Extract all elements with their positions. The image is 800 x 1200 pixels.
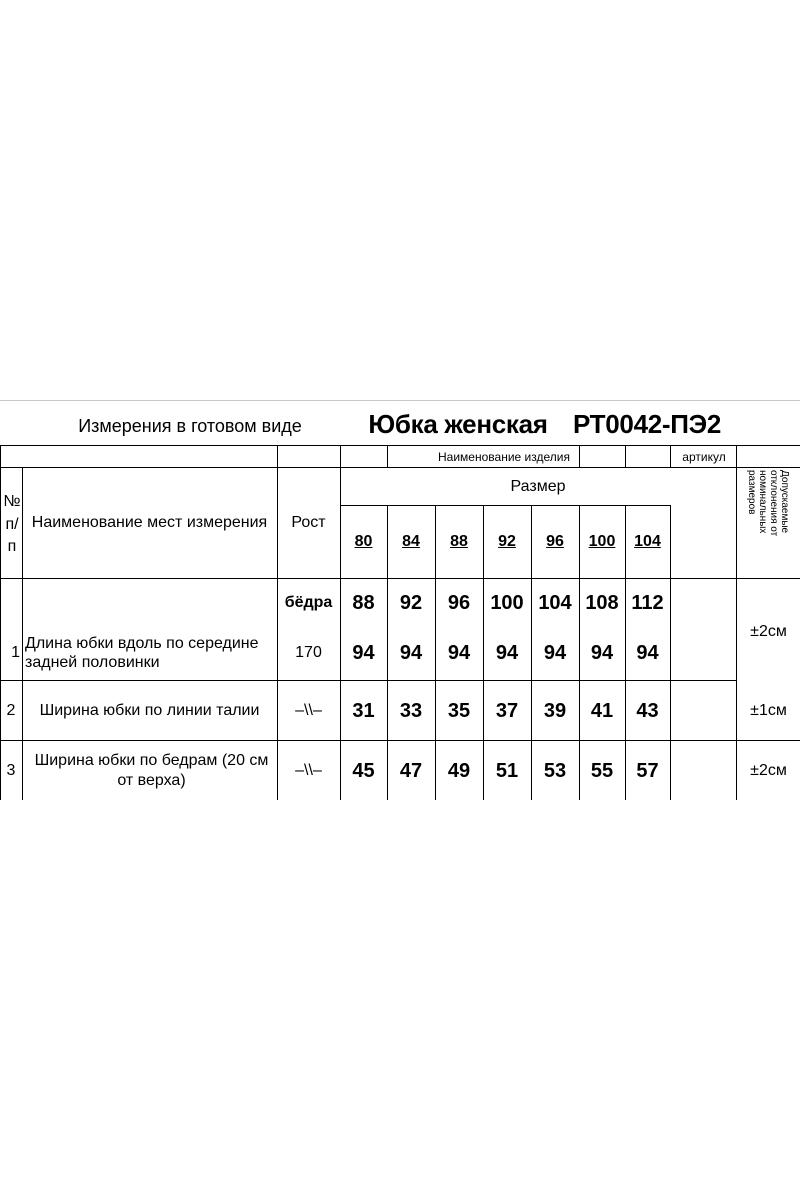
measurement-value: 43	[636, 699, 659, 722]
measurement-table	[0, 400, 800, 800]
product-title: Юбка женская	[368, 409, 548, 440]
tolerance-value: ±1см	[750, 701, 787, 719]
hips-value: 100	[490, 592, 524, 614]
measurement-value: 41	[590, 699, 614, 722]
product-name-label: Наименование изделия	[438, 449, 570, 464]
tolerance-value: ±2см	[750, 623, 787, 641]
tolerance-value: ±2см	[750, 761, 787, 779]
measurement-value: 39	[543, 699, 567, 722]
measurement-value: 53	[543, 759, 567, 782]
size-header: 88	[450, 533, 468, 551]
tolerance-header: Допускаемые отклонения от номинальных размеров	[746, 470, 790, 537]
measurement-name: Длина юбки вдоль по середине задней половинки	[25, 634, 259, 671]
row-number: 2	[6, 701, 16, 719]
height-value: 170	[295, 644, 322, 662]
article-label: артикул	[682, 449, 726, 464]
measurement-value: 47	[399, 759, 423, 782]
measurement-value: 37	[495, 699, 519, 722]
caption: Измерения в готовом виде	[78, 416, 302, 437]
size-header: 84	[402, 533, 420, 551]
article-number: РТ0042-ПЭ2	[572, 409, 722, 440]
size-group-header: Размер	[510, 478, 566, 496]
measurement-name: Ширина юбки по линии талии	[39, 701, 260, 719]
size-header: 96	[546, 533, 564, 551]
hips-value: 92	[399, 592, 423, 614]
measurement-value: 94	[399, 642, 423, 664]
measurement-value: 57	[636, 759, 659, 782]
hips-value: 112	[631, 592, 664, 614]
hips-value: 96	[447, 592, 471, 614]
measurement-value: 94	[590, 642, 614, 664]
measurement-value: 49	[447, 759, 471, 782]
size-header: 80	[354, 533, 373, 551]
size-header: 104	[634, 533, 661, 551]
height-value: –\\–	[295, 701, 322, 719]
size-header: 92	[498, 533, 516, 551]
column-name-header: Наименование мест измерения	[31, 514, 268, 532]
hips-value: 104	[538, 592, 572, 614]
measurement-value: 94	[543, 642, 567, 664]
measurement-name: Ширина юбки по бедрам (20 см от верха)	[34, 752, 269, 789]
hips-value: 88	[352, 592, 375, 614]
measurement-value: 55	[590, 759, 614, 782]
measurement-value: 94	[495, 642, 519, 664]
row-number: 3	[6, 761, 16, 779]
row-number: 1	[11, 644, 20, 662]
measurement-value: 35	[447, 699, 471, 722]
hips-value: 108	[585, 592, 619, 614]
column-number-header: № п/п	[3, 493, 21, 556]
hips-label: бёдра	[284, 594, 333, 612]
size-header: 100	[588, 533, 616, 551]
height-value: –\\–	[295, 761, 322, 779]
measurement-value: 45	[352, 759, 375, 782]
measurement-value: 33	[399, 699, 423, 722]
measurement-value: 94	[447, 642, 471, 664]
measurement-value: 51	[495, 759, 519, 782]
measurement-value: 94	[636, 642, 659, 664]
measurement-value: 31	[352, 699, 375, 722]
column-height-header: Рост	[291, 514, 326, 532]
measurement-value: 94	[352, 642, 375, 664]
